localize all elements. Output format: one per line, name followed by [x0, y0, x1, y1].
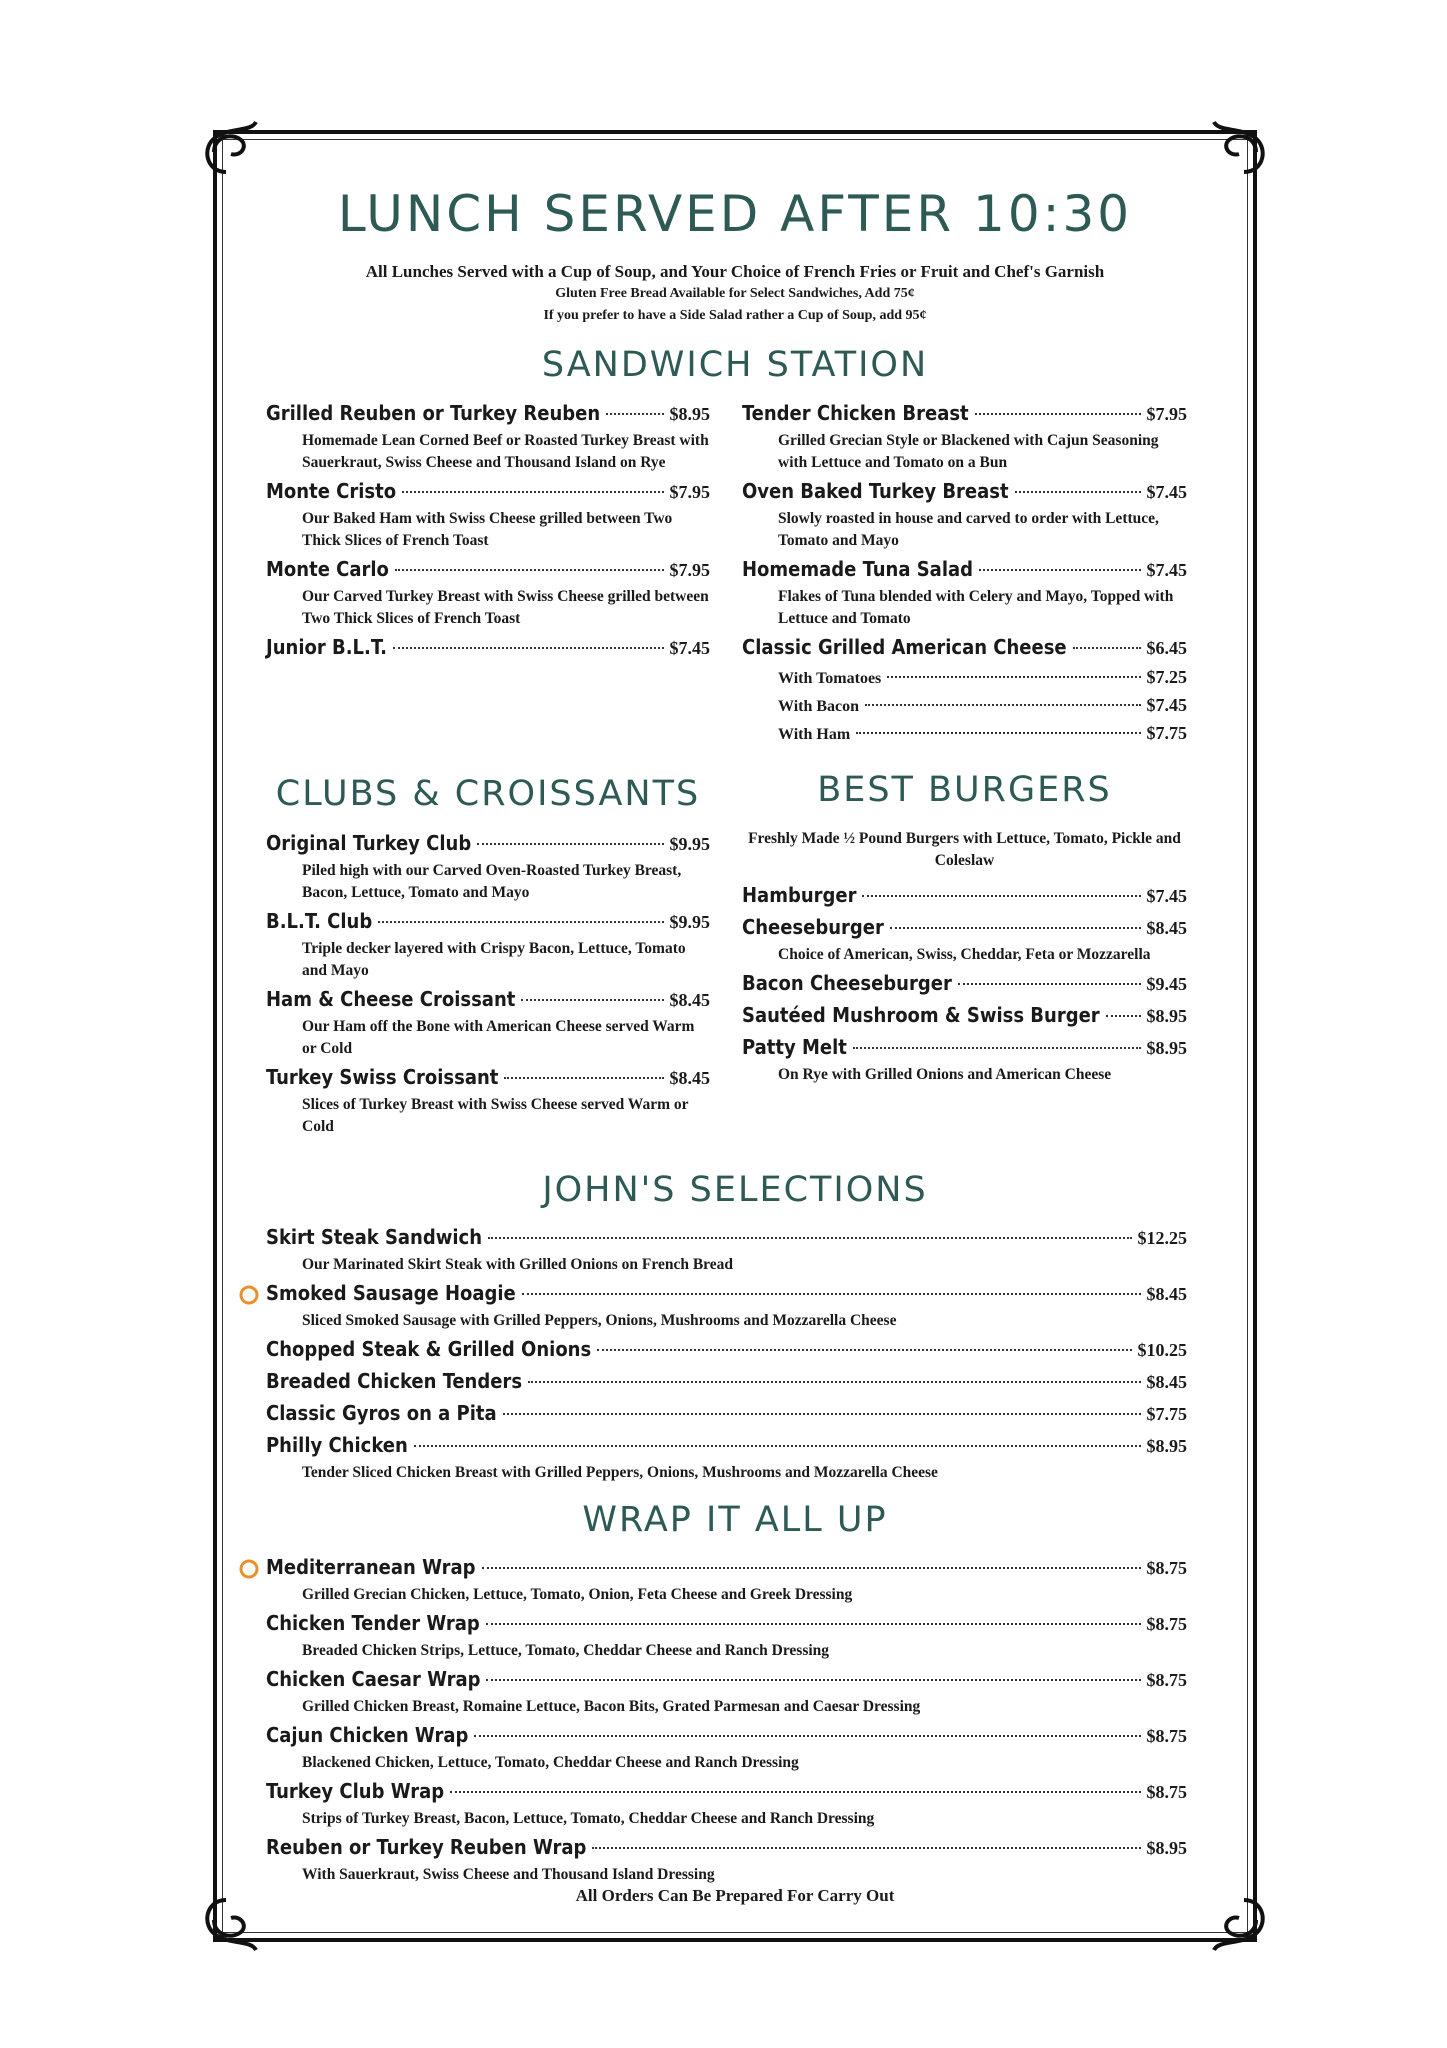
menu-item: [266, 984, 710, 1062]
swirl-icon: [238, 1558, 260, 1580]
item-desc: Our Marinated Skirt Steak with Grilled Onions on French Bread: [302, 1256, 734, 1273]
leader-dots: [393, 647, 664, 649]
item-name: Skirt Steak Sandwich: [266, 1225, 483, 1249]
item-desc: Breaded Chicken Strips, Lettuce, Tomato, Cheddar Cheese and Ranch Dressing: [302, 1642, 830, 1659]
item-name: Chopped Steak & Grilled Onions: [266, 1337, 592, 1361]
item-desc: Our Ham off the Bone with American Cheese served Warm or Cold: [302, 1018, 695, 1057]
option-price: $7.25: [1146, 667, 1187, 687]
item-name: Junior B.L.T.: [266, 635, 387, 659]
item-name: Mediterranean Wrap: [266, 1555, 476, 1579]
section-title-sandwich: SANDWICH STATION: [541, 345, 929, 385]
item-name: Tender Chicken Breast: [742, 401, 969, 425]
item-price: $6.45: [1146, 638, 1187, 658]
leader-dots: [865, 704, 1140, 706]
menu-item: [266, 1664, 1187, 1720]
item-desc: Strips of Turkey Breast, Bacon, Lettuce, Tomato, Cheddar Cheese and Ranch Dressing: [302, 1810, 875, 1827]
item-price: $8.45: [1146, 1372, 1187, 1392]
item-price: $8.75: [1146, 1670, 1187, 1690]
menu-item: [266, 398, 710, 476]
section-title-johns: JOHN'S SELECTIONS: [542, 1170, 928, 1210]
option-price: $7.45: [1146, 695, 1187, 715]
menu-item: [266, 554, 710, 632]
option-name: With Bacon: [778, 698, 860, 715]
page-title: LUNCH SERVED AFTER 10:30: [337, 185, 1133, 243]
leader-dots: [477, 843, 663, 845]
item-name: Monte Carlo: [266, 557, 389, 581]
item-price: $7.45: [1146, 482, 1187, 502]
intro-line: All Lunches Served with a Cup of Soup, and Your Choice of French Fries or Fruit and Chef's Garnish: [365, 262, 1105, 281]
item-desc: With Sauerkraut, Swiss Cheese and Thousand Island Dressing: [302, 1866, 715, 1883]
leader-dots: [975, 413, 1141, 415]
menu-item: [266, 1062, 710, 1140]
item-price: $9.95: [669, 834, 710, 854]
leader-dots: [450, 1791, 1140, 1793]
option-price: $7.75: [1146, 723, 1187, 743]
menu-item: [266, 1278, 1187, 1334]
leader-dots: [482, 1567, 1141, 1569]
leader-dots: [979, 569, 1141, 571]
leader-dots: [1073, 647, 1141, 649]
leader-dots: [395, 569, 664, 571]
leader-dots: [856, 732, 1140, 734]
item-name: Original Turkey Club: [266, 831, 472, 855]
item-price: $8.95: [1146, 1436, 1187, 1456]
item-name: Sautéed Mushroom & Swiss Burger: [742, 1003, 1100, 1027]
sub-option: [742, 720, 1187, 748]
leader-dots: [486, 1623, 1141, 1625]
item-price: $12.25: [1137, 1228, 1187, 1248]
menu-item: [266, 906, 710, 984]
item-desc: Sliced Smoked Sausage with Grilled Peppers, Onions, Mushrooms and Mozzarella Cheese: [302, 1312, 897, 1329]
section-title-wraps: WRAP IT ALL UP: [582, 1500, 888, 1540]
item-desc: Slowly roasted in house and carved to order with Lettuce, Tomato and Mayo: [778, 510, 1159, 549]
item-desc: Triple decker layered with Crispy Bacon, Lettuce, Tomato and Mayo: [302, 940, 686, 979]
item-name: Chicken Tender Wrap: [266, 1611, 480, 1635]
item-desc: Grilled Grecian Chicken, Lettuce, Tomato, Onion, Feta Cheese and Greek Dressing: [302, 1586, 853, 1603]
leader-dots: [597, 1349, 1131, 1351]
leader-dots: [606, 413, 663, 415]
leader-dots: [853, 1047, 1141, 1049]
item-price: $7.95: [669, 560, 710, 580]
item-desc: Tender Sliced Chicken Breast with Grilled Peppers, Onions, Mushrooms and Mozzarella Cheese: [302, 1464, 938, 1481]
leader-dots: [488, 1237, 1131, 1239]
burgers-column: [742, 822, 1187, 1088]
item-name: Bacon Cheeseburger: [742, 971, 952, 995]
leader-dots: [474, 1735, 1140, 1737]
leader-dots: [402, 491, 663, 493]
menu-item: [742, 398, 1187, 476]
menu-item: [266, 1398, 1187, 1430]
leader-dots: [504, 1077, 663, 1079]
item-desc: Homemade Lean Corned Beef or Roasted Turkey Breast with Sauerkraut, Swiss Cheese and Thousand Island on Rye: [302, 432, 709, 471]
sub-option: [742, 692, 1187, 720]
item-price: $7.95: [1146, 404, 1187, 424]
item-price: $8.95: [1146, 1838, 1187, 1858]
item-name: Monte Cristo: [266, 479, 397, 503]
item-name: Smoked Sausage Hoagie: [266, 1281, 516, 1305]
corner-ornament-icon: [196, 112, 266, 182]
item-price: $9.95: [669, 912, 710, 932]
item-price: $8.75: [1146, 1614, 1187, 1634]
leader-dots: [503, 1413, 1141, 1415]
leader-dots: [592, 1847, 1140, 1849]
leader-dots: [958, 983, 1141, 985]
sandwich-right-column: [742, 398, 1187, 748]
item-price: $8.75: [1146, 1558, 1187, 1578]
menu-item: [742, 912, 1187, 968]
leader-dots: [378, 921, 663, 923]
item-price: $7.45: [1146, 560, 1187, 580]
item-desc: Flakes of Tuna blended with Celery and Mayo, Topped with Lettuce and Tomato: [778, 588, 1174, 627]
option-name: With Ham: [778, 726, 851, 743]
item-price: $8.45: [1146, 1284, 1187, 1304]
item-price: $7.75: [1146, 1404, 1187, 1424]
item-name: Cajun Chicken Wrap: [266, 1723, 469, 1747]
menu-item: [742, 476, 1187, 554]
johns-column: [266, 1222, 1187, 1486]
item-price: $7.45: [669, 638, 710, 658]
item-name: Ham & Cheese Croissant: [266, 987, 516, 1011]
item-desc: Piled high with our Carved Oven-Roasted Turkey Breast, Bacon, Lettuce, Tomato and Mayo: [302, 862, 682, 901]
leader-dots: [521, 999, 663, 1001]
menu-item: [266, 1334, 1187, 1366]
section-title-clubs: CLUBS & CROISSANTS: [275, 774, 701, 814]
item-name: Reuben or Turkey Reuben Wrap: [266, 1835, 587, 1859]
item-name: Oven Baked Turkey Breast: [742, 479, 1009, 503]
menu-item: [266, 1366, 1187, 1398]
item-name: Grilled Reuben or Turkey Reuben: [266, 401, 601, 425]
item-price: $8.95: [1146, 1038, 1187, 1058]
menu-item: [266, 1720, 1187, 1776]
menu-item: [266, 632, 710, 664]
menu-item: [266, 1222, 1187, 1278]
menu-item: [266, 1776, 1187, 1832]
leader-dots: [862, 895, 1140, 897]
item-price: $8.75: [1146, 1782, 1187, 1802]
menu-item: [266, 476, 710, 554]
item-name: Classic Grilled American Cheese: [742, 635, 1067, 659]
item-desc: On Rye with Grilled Onions and American Cheese: [778, 1066, 1112, 1083]
wraps-column: [266, 1552, 1187, 1888]
clubs-column: [266, 828, 710, 1140]
menu-item: [742, 880, 1187, 912]
item-desc: Our Baked Ham with Swiss Cheese grilled between Two Thick Slices of French Toast: [302, 510, 673, 549]
item-name: Cheeseburger: [742, 915, 884, 939]
item-name: Classic Gyros on a Pita: [266, 1401, 497, 1425]
item-desc: Choice of American, Swiss, Cheddar, Feta or Mozzarella: [778, 946, 1151, 963]
item-name: Patty Melt: [742, 1035, 847, 1059]
item-name: Turkey Club Wrap: [266, 1779, 445, 1803]
leader-dots: [1015, 491, 1141, 493]
item-name: Chicken Caesar Wrap: [266, 1667, 481, 1691]
menu-item: [742, 1000, 1187, 1032]
item-price: $8.75: [1146, 1726, 1187, 1746]
item-desc: Slices of Turkey Breast with Swiss Cheese served Warm or Cold: [302, 1096, 689, 1135]
corner-ornament-icon: [1204, 112, 1274, 182]
item-price: $8.95: [669, 404, 710, 424]
menu-item: [266, 1430, 1187, 1486]
option-name: With Tomatoes: [778, 670, 882, 687]
item-name: Hamburger: [742, 883, 857, 907]
leader-dots: [528, 1381, 1140, 1383]
intro-line: If you prefer to have a Side Salad rather a Cup of Soup, add 95¢: [543, 308, 927, 323]
menu-item: [742, 968, 1187, 1000]
menu-item: [266, 1608, 1187, 1664]
item-price: $8.45: [669, 1068, 710, 1088]
burgers-note: Freshly Made ½ Pound Burgers with Lettuce, Tomato, Pickle and Coleslaw: [748, 830, 1181, 869]
leader-dots: [1106, 1015, 1141, 1017]
item-desc: Grilled Chicken Breast, Romaine Lettuce, Bacon Bits, Grated Parmesan and Caesar Dressing: [302, 1698, 921, 1715]
section-title-burgers: BEST BURGERS: [817, 770, 1112, 810]
item-desc: Blackened Chicken, Lettuce, Tomato, Cheddar Cheese and Ranch Dressing: [302, 1754, 799, 1771]
item-name: Breaded Chicken Tenders: [266, 1369, 523, 1393]
footer-note: All Orders Can Be Prepared For Carry Out: [575, 1886, 895, 1905]
item-name: Philly Chicken: [266, 1433, 408, 1457]
leader-dots: [890, 927, 1141, 929]
menu-item: [266, 1832, 1187, 1888]
sub-option: [742, 664, 1187, 692]
item-desc: Our Carved Turkey Breast with Swiss Cheese grilled between Two Thick Slices of French Toast: [302, 588, 709, 627]
item-price: $7.95: [669, 482, 710, 502]
item-desc: Grilled Grecian Style or Blackened with Cajun Seasoning with Lettuce and Tomato on a Bun: [778, 432, 1159, 471]
leader-dots: [887, 676, 1140, 678]
item-price: $10.25: [1137, 1340, 1187, 1360]
item-name: Homemade Tuna Salad: [742, 557, 973, 581]
menu-item: [742, 632, 1187, 748]
menu-item: [266, 1552, 1187, 1608]
menu-item: [742, 554, 1187, 632]
leader-dots: [486, 1679, 1140, 1681]
item-price: $8.95: [1146, 1006, 1187, 1026]
item-price: $9.45: [1146, 974, 1187, 994]
item-name: Turkey Swiss Croissant: [266, 1065, 499, 1089]
item-price: $7.45: [1146, 886, 1187, 906]
swirl-icon: [238, 1284, 260, 1306]
leader-dots: [522, 1293, 1141, 1295]
item-price: $8.45: [669, 990, 710, 1010]
intro-line: Gluten Free Bread Available for Select Sandwiches, Add 75¢: [555, 286, 915, 301]
item-name: B.L.T. Club: [266, 909, 373, 933]
menu-item: [742, 1032, 1187, 1088]
item-price: $8.45: [1146, 918, 1187, 938]
sandwich-left-column: [266, 398, 710, 664]
leader-dots: [414, 1445, 1141, 1447]
menu-item: [266, 828, 710, 906]
